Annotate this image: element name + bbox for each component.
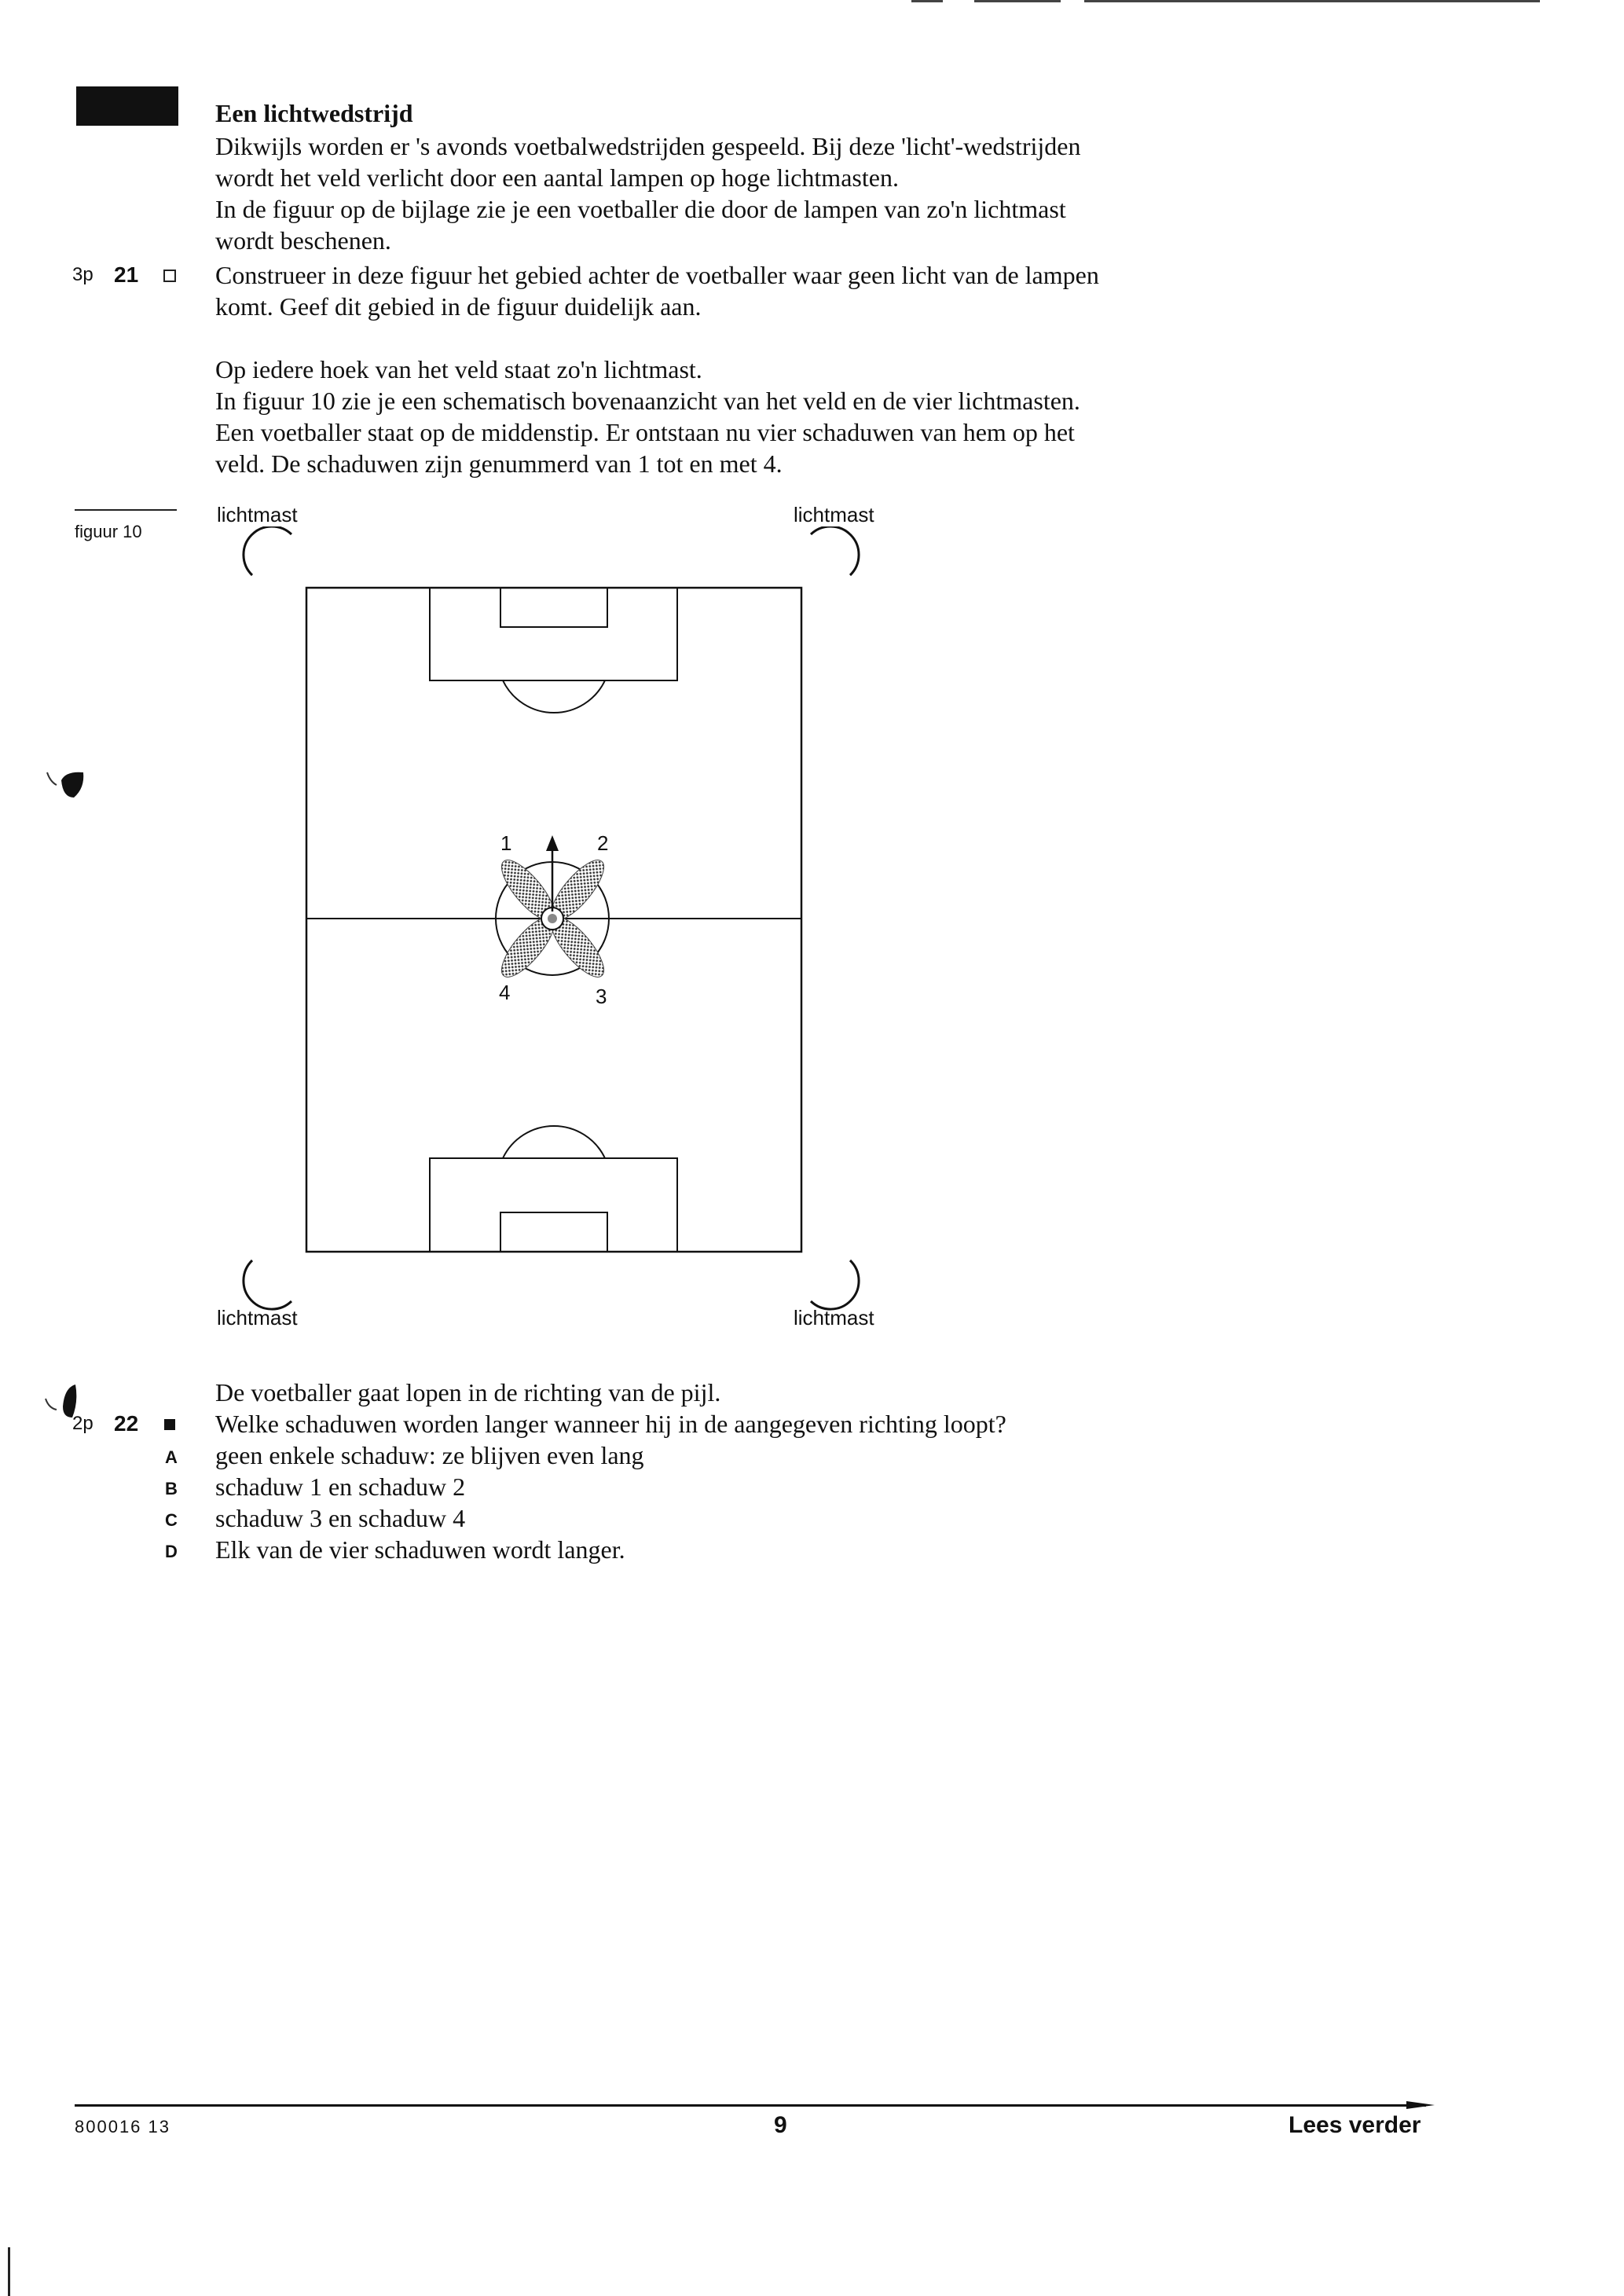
section-title: Een lichtwedstrijd: [215, 99, 413, 127]
continue-label: Lees verder: [1289, 2112, 1421, 2138]
para-line: veld. De schaduwen zijn genummerd van 1 tot en met 4.: [215, 449, 783, 478]
page-number: 9: [774, 2112, 787, 2138]
direction-arrow-head: [546, 835, 559, 851]
mast-label-top-left: lichtmast: [217, 503, 298, 526]
exam-code: 800016 13: [75, 2117, 170, 2136]
mast-label-bottom-left: lichtmast: [217, 1306, 298, 1330]
para-line: Op iedere hoek van het veld staat zo'n lichtmast.: [215, 355, 702, 383]
margin-mark-icon: [39, 1383, 94, 1422]
bottom-penalty-area: [430, 1158, 677, 1252]
top-rule: [911, 0, 943, 2]
top-penalty-arc: [503, 680, 605, 713]
player-head: [548, 914, 557, 923]
top-penalty-area: [430, 588, 677, 680]
field-diagram: [228, 526, 872, 1312]
mast-bottom-left: [244, 1260, 291, 1309]
mast-bottom-right: [811, 1260, 859, 1309]
question-block-marker: [76, 86, 178, 126]
open-question-checkbox-icon: [163, 270, 176, 282]
figure-rule: [75, 509, 177, 511]
option-text: geen enkele schaduw: ze blijven even lang: [215, 1441, 644, 1469]
q22-intro: De voetballer gaat lopen in de richting van de pijl.: [215, 1378, 721, 1407]
shadow-label-2: 2: [597, 831, 609, 855]
intro-line: wordt het veld verlicht door een aantal lampen op hoge lichtmasten.: [215, 163, 899, 192]
option-letter: C: [165, 1510, 178, 1530]
q21-points: 3p: [72, 264, 93, 285]
q21-line: komt. Geef dit gebied in de figuur duidelijk aan.: [215, 292, 702, 321]
para-line: In figuur 10 zie je een schematisch bovenaanzicht van het veld en de vier lichtmasten.: [215, 387, 1080, 415]
top-rule: [1084, 0, 1540, 2]
shadow-label-1: 1: [500, 831, 512, 855]
option-letter: A: [165, 1447, 178, 1467]
shadow-label-3: 3: [596, 985, 607, 1008]
q22-number: 22: [114, 1411, 139, 1436]
option-text: schaduw 3 en schaduw 4: [215, 1504, 466, 1532]
option-text: schaduw 1 en schaduw 2: [215, 1473, 466, 1501]
footer-line: [75, 2104, 1426, 2107]
option-letter: B: [165, 1479, 178, 1498]
q22-points: 2p: [72, 1413, 93, 1434]
continue-arrow-icon: [1406, 2098, 1435, 2114]
margin-mark-icon: [39, 766, 94, 805]
option-text: Elk van de vier schaduwen wordt langer.: [215, 1535, 625, 1564]
shadow-label-4: 4: [499, 981, 511, 1004]
q21-number: 21: [114, 262, 139, 287]
bottom-penalty-arc: [503, 1126, 605, 1158]
q21-text: [215, 259, 1315, 322]
context-paragraph: [215, 354, 1315, 479]
q22-question: Welke schaduwen worden langer wanneer hij in de aangegeven richting loopt?: [215, 1410, 1006, 1438]
top-goal-area: [500, 588, 607, 627]
top-rule: [974, 0, 1061, 2]
closed-question-square-icon: [164, 1419, 175, 1430]
bottom-goal-area: [500, 1212, 607, 1252]
q21-line: Construeer in deze figuur het gebied achter de voetballer waar geen licht van de lampen: [215, 261, 1099, 289]
mast-label-top-right: lichtmast: [794, 503, 874, 526]
option-letter: D: [165, 1542, 178, 1561]
mast-label-bottom-right: lichtmast: [794, 1306, 874, 1330]
intro-line: Dikwijls worden er 's avonds voetbalwedstrijden gespeeld. Bij deze 'licht'-wedstrijden: [215, 132, 1081, 160]
intro-line: In de figuur op de bijlage zie je een voetballer die door de lampen van zo'n lichtmast: [215, 195, 1066, 223]
mast-top-right: [811, 526, 859, 575]
scan-edge-mark: [8, 2247, 10, 2296]
intro-line: wordt beschenen.: [215, 226, 391, 255]
mast-top-left: [244, 526, 291, 575]
intro-paragraph: [215, 130, 1315, 256]
figure-label: figuur 10: [75, 522, 142, 541]
para-line: Een voetballer staat op de middenstip. Er ontstaan nu vier schaduwen van hem op het: [215, 418, 1075, 446]
